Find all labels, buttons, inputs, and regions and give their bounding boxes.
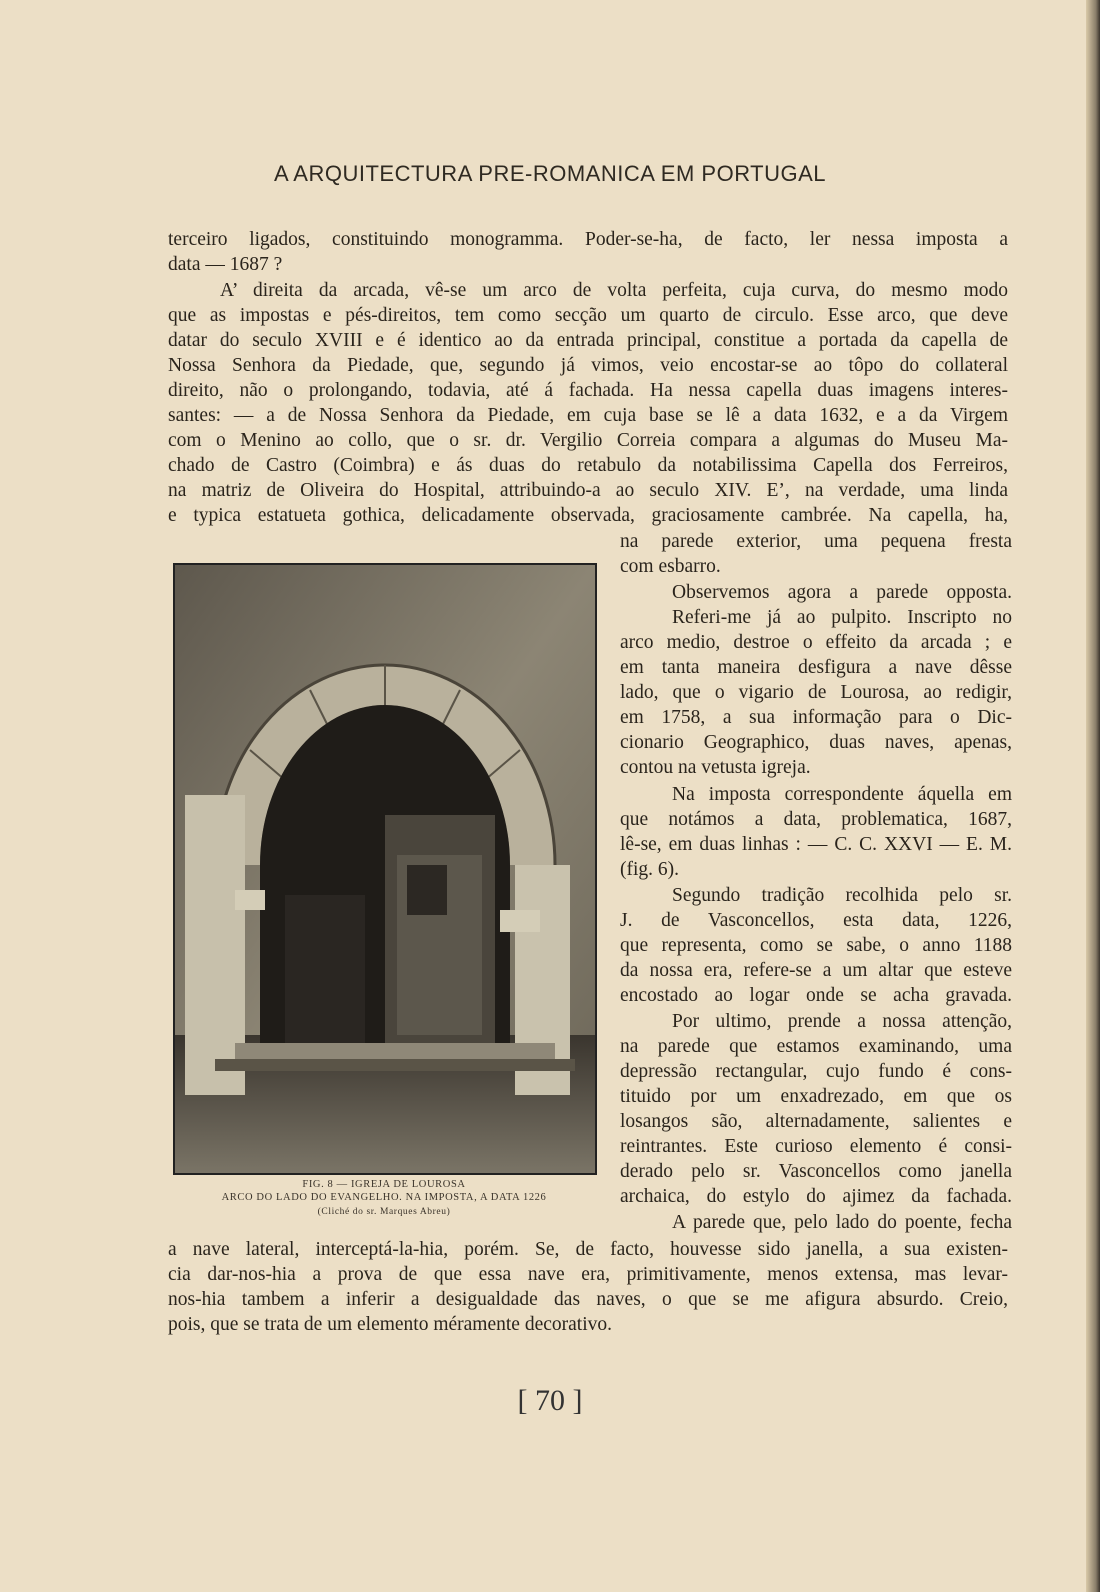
text-line: a nave lateral, interceptá-la-hia, porém. Se, de facto, houvesse sido janella, a sua existen- [168, 1239, 1008, 1260]
text-line: cia dar-nos-hia a prova de que essa nave era, primitivamente, menos extensa, mas levar- [168, 1264, 1008, 1285]
text-line: nos-hia tambem a inferir a desigualdade das naves, o que se me afigura absurdo. Creio, [168, 1289, 1008, 1310]
text-line: lado, que o vigario de Lourosa, ao redigir, [620, 682, 1012, 703]
figure-photo-arch [173, 563, 597, 1175]
text-line: Segundo tradição recolhida pelo sr. [672, 885, 1012, 906]
text-line: na parede exterior, uma pequena fresta [620, 531, 1012, 552]
text-line: tituido por um enxadrezado, em que os [620, 1086, 1012, 1107]
text-line: terceiro ligados, constituindo monogramma. Poder-se-ha, de facto, ler nessa imposta a [168, 229, 1008, 250]
text-line: que representa, como se sabe, o anno 1188 [620, 935, 1012, 956]
text-line: que as impostas e pés-direitos, tem como secção um quarto de circulo. Esse arco, que deve [168, 305, 1008, 326]
text-line: pois, que se trata de um elemento méramente decorativo. [168, 1314, 612, 1335]
text-line: data — 1687 ? [168, 254, 283, 275]
text-line: Nossa Senhora da Piedade, que, segundo já vimos, veio encostar-se ao tôpo do collateral [168, 355, 1008, 376]
text-line: losangos são, alternadamente, salientes e [620, 1111, 1012, 1132]
text-line: A’ direita da arcada, vê-se um arco de volta perfeita, cuja curva, do mesmo modo [220, 280, 1008, 301]
text-line: derado pelo sr. Vasconcellos como janella [620, 1161, 1012, 1182]
text-line: santes: — a de Nossa Senhora da Piedade, em cuja base se lê a data 1632, e a da Virgem [168, 405, 1008, 426]
figure-caption-title: FIG. 8 — IGREJA DE LOUROSA [302, 1179, 466, 1190]
text-line: e typica estatueta gothica, delicadamente observada, graciosamente cambrée. Na capella, ha, [168, 505, 1008, 526]
figure-caption-description: ARCO DO LADO DO EVANGELHO. NA IMPOSTA, A DATA 1226 [221, 1192, 547, 1203]
text-line: direito, não o prolongando, todavia, até á fachada. Ha nessa capella duas imagens interes- [168, 380, 1008, 401]
text-line: Na imposta correspondente áquella em [672, 784, 1012, 805]
text-line: reintrantes. Este curioso elemento é consi- [620, 1136, 1012, 1157]
text-line: arco medio, destroe o effeito da arcada ; e [620, 632, 1012, 653]
text-line: encostado ao logar onde se acha gravada. [620, 985, 1012, 1006]
page-number: [ 70 ] [517, 1384, 583, 1417]
text-line: (fig. 6). [620, 859, 680, 880]
running-title: A ARQUITECTURA PRE-ROMANICA EM PORTUGAL [273, 161, 827, 186]
text-line: na parede que estamos examinando, uma [620, 1036, 1012, 1057]
text-line: com o Menino ao collo, que o sr. dr. Vergilio Correia compara a algumas do Museu Ma- [168, 430, 1008, 451]
text-line: cionario Geographico, duas naves, apenas, [620, 732, 1012, 753]
text-line: Por ultimo, prende a nossa attenção, [672, 1011, 1012, 1032]
text-line: chado de Castro (Coimbra) e ás duas do retabulo da notabilissima Capella dos Ferreiros, [168, 455, 1008, 476]
text-line: archaica, do estylo do ajimez da fachada. [620, 1186, 1012, 1207]
page-edge-shadow [1086, 0, 1100, 1592]
figure-caption-credit: (Cliché do sr. Marques Abreu) [317, 1207, 451, 1217]
text-line: em 1758, a sua informação para o Dic- [620, 707, 1012, 728]
text-line: com esbarro. [620, 556, 721, 577]
text-line: lê-se, em duas linhas : — C. C. XXVI — E. M. [620, 834, 1012, 855]
text-line: que notámos a data, problematica, 1687, [620, 809, 1012, 830]
text-line: Observemos agora a parede opposta. [672, 582, 1012, 603]
text-line: da nossa era, refere-se a um altar que esteve [620, 960, 1012, 981]
text-line: na matriz de Oliveira do Hospital, attribuindo-a ao seculo XIV. E’, na verdade, uma linda [168, 480, 1008, 501]
text-line: datar do seculo XVIII e é identico ao da entrada principal, constitue a portada da capella de [168, 330, 1008, 351]
text-line: A parede que, pelo lado do poente, fecha [672, 1212, 1012, 1233]
text-line: Referi-me já ao pulpito. Inscripto no [672, 607, 1012, 628]
text-line: em tanta maneira desfigura a nave dêsse [620, 657, 1012, 678]
text-line: contou na vetusta igreja. [620, 757, 811, 778]
arch-photo-illustration [175, 565, 595, 1173]
text-line: depressão rectangular, cujo fundo é cons- [620, 1061, 1012, 1082]
text-line: J. de Vasconcellos, esta data, 1226, [620, 910, 1012, 931]
